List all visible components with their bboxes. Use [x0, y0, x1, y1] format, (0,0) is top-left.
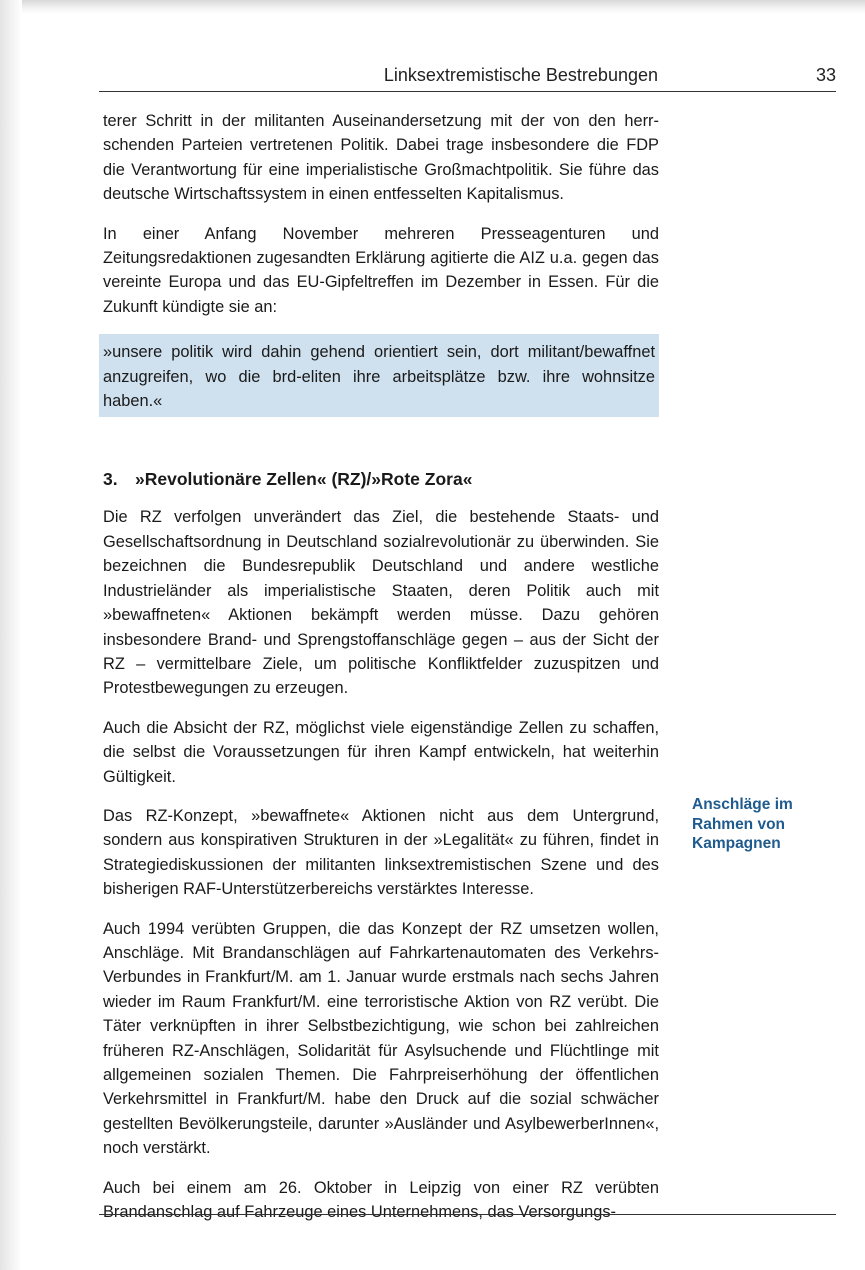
- margin-note-line-2: Rahmen von: [692, 815, 786, 833]
- paragraph-6: Auch 1994 verübten Gruppen, die das Konzept der RZ umsetzen wollen, Anschläge. Mit Brandanschlägen auf Fahrkartenautomaten des Verkehrs-Verbundes in Frankfurt/M. am 1. Januar wurde erstmals nach sechs Jahren wieder im Raum Frankfurt/M. eine terroristische Aktion von RZ verübt. Die Täter verknüpften in ihrer Selbstbezichtigung, wie schon bei zahlreichen früheren RZ-Anschlägen, Solidarität für Asylsuchende und Flüchtlinge mit allgemeinen sozialen Themen. Die Fahrpreiserhöhung der öffentlichen Verkehrsmittel in Frankfurt/M. habe den Druck auf die sozial schwächer gestellten Bevölkerungsteile, darunter »Ausländer und AsylbewerberInnen«, noch verstärkt.: [103, 919, 659, 1158]
- footer-rule: [99, 1214, 836, 1215]
- margin-note: [692, 795, 832, 854]
- paragraph-1: terer Schritt in der militanten Auseinandersetzung mit der von den herrschenden Parteien vertretenen Politik. Dabei trage insbesondere die FDP die Verantwortung für eine imperialistische Großmachtpolitik. Sie führe das deutsche Wirtschaftssystem in einen entfesselten Kapitalismus.: [103, 112, 659, 204]
- paragraph-5: Das RZ-Konzept, »bewaffnete« Aktionen nicht aus dem Untergrund, sondern aus konspirativen Strukturen in der »Legalität« zu führen, findet in Strategiediskussionen der militanten linksextremistischen Szene und des bisherigen RAF-Unterstützerbereichs verstärktes Interesse.: [103, 806, 659, 899]
- section-title: »Revolutionäre Zellen« (RZ)/»Rote Zora«: [135, 469, 473, 490]
- margin-note-line-3: Kampagnen: [692, 835, 781, 852]
- paragraph-7: Auch bei einem am 26. Oktober in Leipzig von einer RZ verübten Brandanschlag auf Fahrzeuge eines Unternehmens, das Versorgungs-: [103, 1178, 659, 1222]
- paragraph-3: Die RZ verfolgen unverändert das Ziel, die bestehende Staats- und Gesellschaftsordnung in Deutschland sozialrevolutionär zu überwinden. Sie bezeichnen die Bundesrepublik Deutschland und andere westliche Industrieländer als imperialistische Staaten, deren Politik auch mit »bewaffneten« Aktionen bekämpft werden müsse. Dazu gehören insbesondere Brand- und Sprengstoffanschläge gegen – aus der Sicht der RZ – vermittelbare Ziele, um politische Konfliktfelder zuzuspitzen und Protestbewegungen zu erzeugen.: [103, 508, 659, 698]
- main-text-column: [103, 109, 659, 1239]
- paragraph-2: In einer Anfang November mehreren Presseagenturen und Zeitungsredaktionen zugesandten Erklärung agitierte die AIZ u.a. gegen das vereinte Europa und das EU-Gipfeltreffen im Dezember in Essen. Für die Zukunft kündigte sie an:: [103, 224, 659, 316]
- paragraph-4: Auch die Absicht der RZ, möglichst viele eigenständige Zellen zu schaffen, die selbst die Voraussetzungen für ihren Kampf entwickeln, hat weiterhin Gültigkeit.: [103, 718, 659, 786]
- scan-shadow-left: [0, 0, 22, 1270]
- page-number: 33: [815, 65, 836, 85]
- highlighted-quote: »unsere politik wird dahin gehend orientiert sein, dort militant/bewaffnet anzugreifen, wo die brd-eliten ihre arbeitsplätze bzw. ihre wohnsitze haben.«: [99, 334, 659, 417]
- section-number: 3.: [103, 469, 118, 490]
- running-head: [99, 64, 836, 90]
- header-rule: [99, 91, 836, 92]
- running-title: Linksextremistische Bestrebungen: [383, 65, 658, 85]
- margin-note-line-1: Anschläge im: [692, 796, 793, 813]
- section-heading: [103, 467, 659, 491]
- scan-shadow-top: [0, 0, 865, 14]
